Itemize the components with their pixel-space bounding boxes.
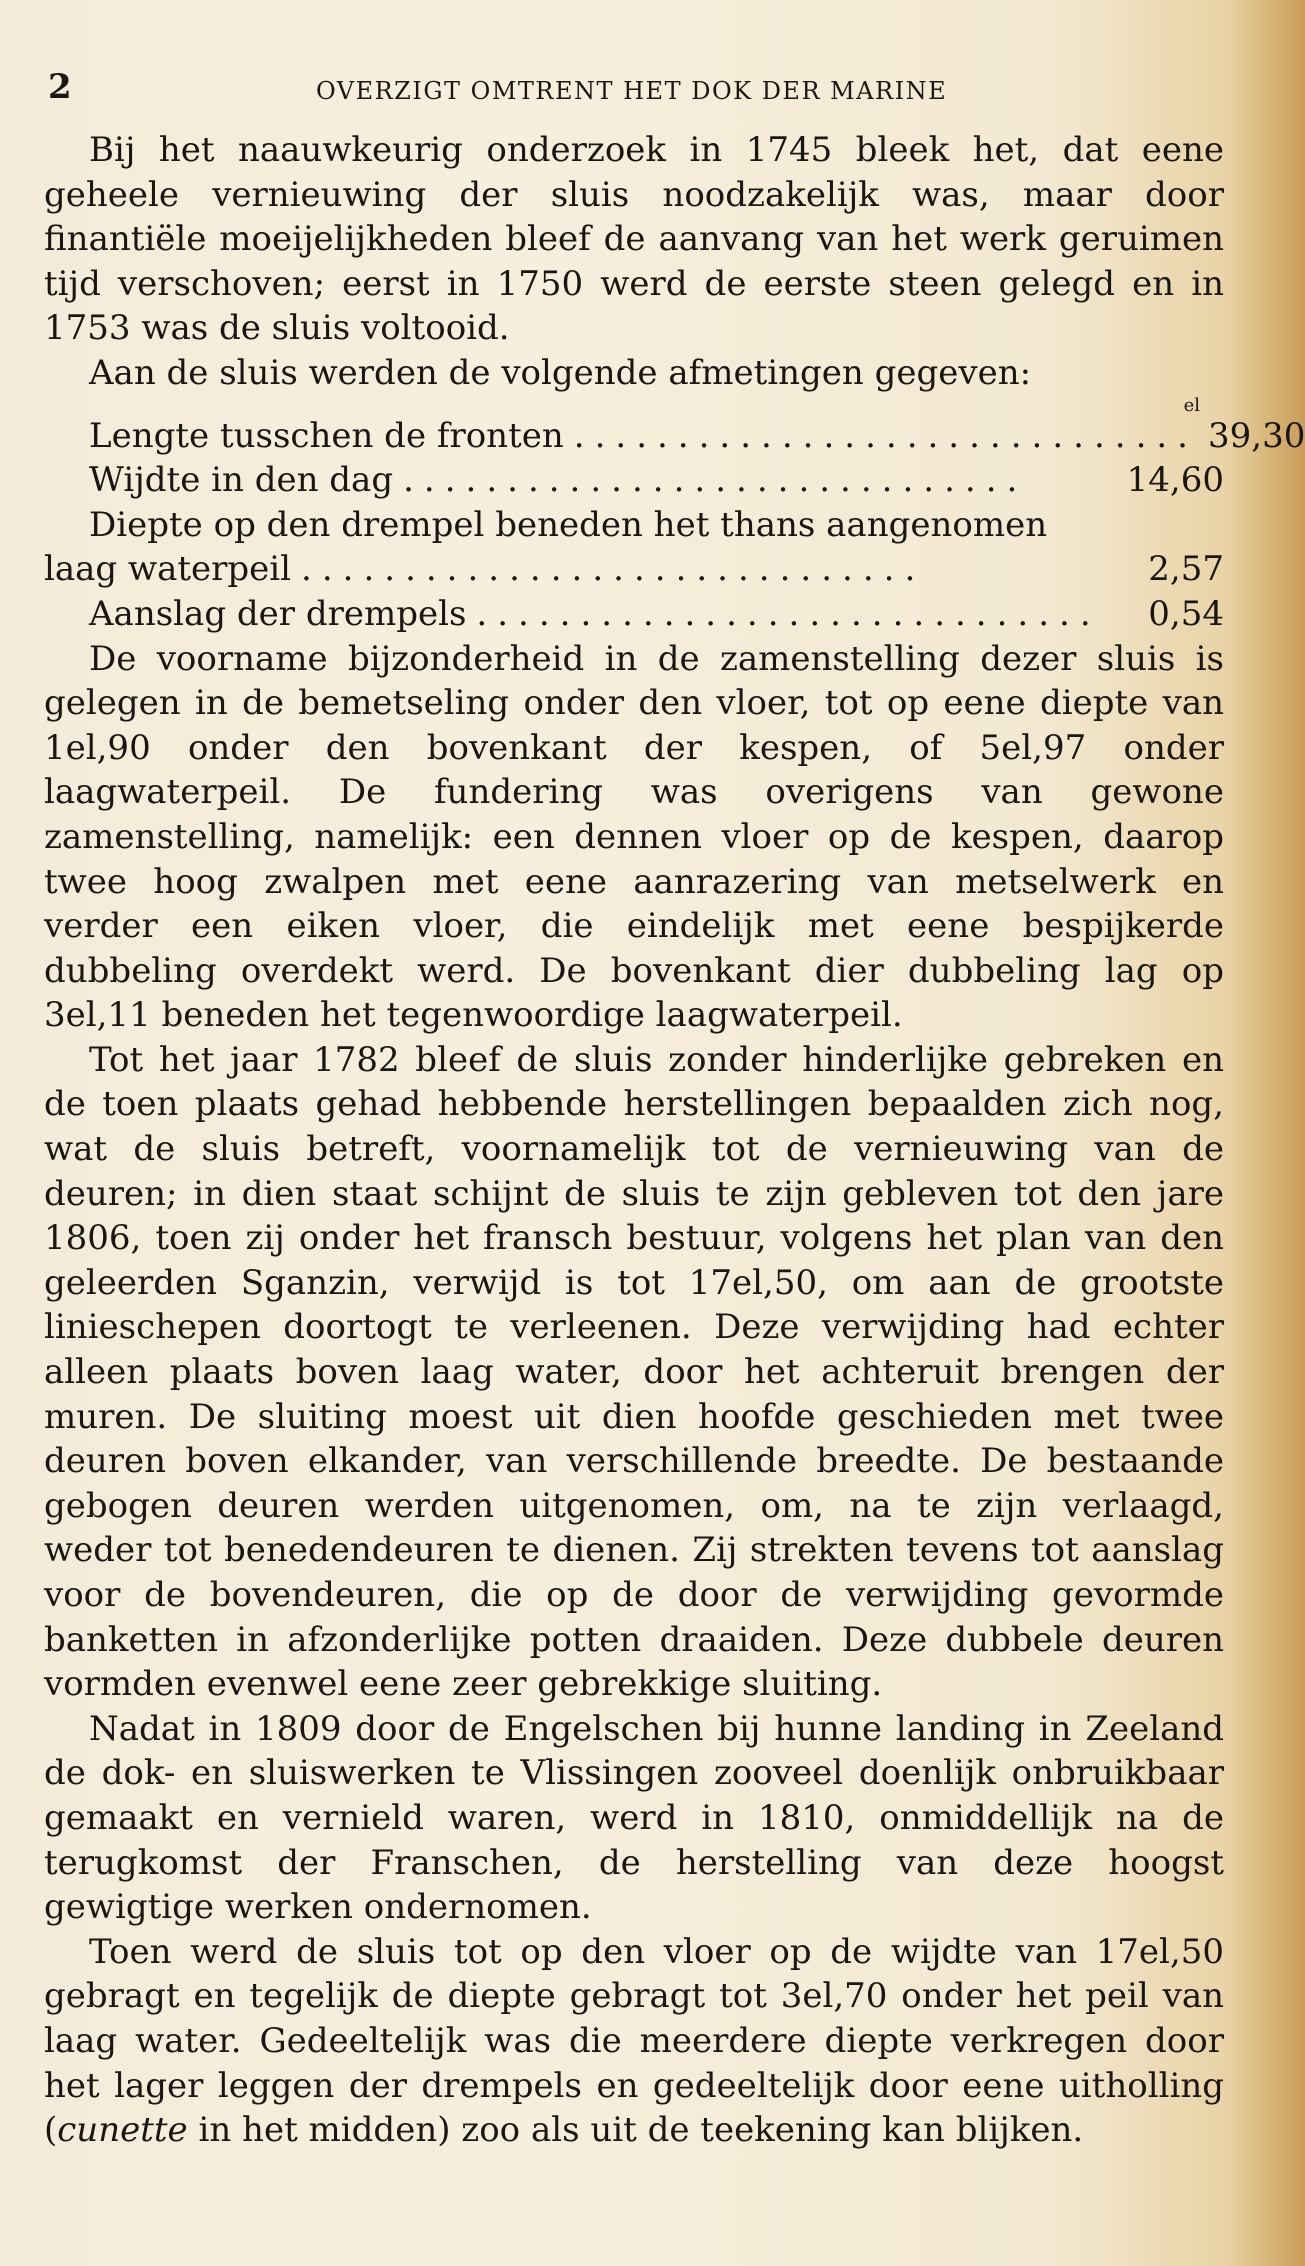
dimension-value: 2,57 — [1148, 549, 1224, 590]
leader-dots: .............................. — [476, 593, 1101, 634]
page-header — [48, 62, 1198, 112]
paragraph-2: Aan de sluis werden de volgende afmetingen gegeven: — [89, 352, 1032, 393]
paragraph-5: Nadat in 1809 door de Engelschen bij hunne landing in Zeeland de dok- en sluiswerken te Vlissingen zooveel doenlijk onbruikbaar gemaakt en vernield waren, werd in 1810, onmiddellijk na de terugkomst der Franschen, de herstelling van deze hoogst gewigtige werken ondernomen. — [44, 1708, 1224, 1928]
leader-dots: .............................. — [573, 415, 1198, 456]
leader-dots: .............................. — [301, 549, 926, 590]
dimension-value: 39,30 — [1208, 415, 1305, 456]
page-number: 2 — [48, 67, 72, 107]
dimension-label: Lengte tusschen de fronten — [89, 415, 564, 456]
dimension-label: Aanslag der drempels — [89, 593, 467, 634]
dimension-label: Diepte op den drempel beneden het thans aangenomen — [89, 504, 1048, 545]
running-title: OVERZIGT OMTRENT HET DOK DER MARINE — [316, 77, 948, 105]
dimension-row-3 — [44, 503, 1224, 592]
paragraph-6 — [44, 1930, 1224, 2153]
leader-dots: .............................. — [403, 460, 1028, 501]
dimension-row-1 — [44, 414, 1305, 459]
paragraph-6-end: in het midden) zoo als uit de teekening kan blijken. — [187, 2110, 1084, 2151]
paragraph-1: Bij het naauwkeurig onderzoek in 1745 bleek het, dat eene geheele vernieuwing der sluis noodzakelijk was, maar door finantiële moeijelijkheden bleef de aanvang van het werk geruimen tijd verschoven; eerst in 1750 werd de eerste steen gelegd en in 1753 was de sluis voltooid. — [44, 130, 1224, 349]
paragraph-3: De voorname bijzonderheid in de zamenstelling dezer sluis is gelegen in de bemetseling onder den vloer, tot op eene diepte van 1el,90 onder den bovenkant der kespen, of 5el,97 onder laagwaterpeil. De fundering was overigens van gewone zamenstelling, namelijk: een dennen vloer op de kespen, daarop twee hoog zwalpen met eene aanrazering van metselwerk en verder een eiken vloer, die eindelijk met eene bespijkerde dubbeling overdekt werd. De bovenkant dier dubbeling lag op 3el,11 beneden het tegenwoordige laagwaterpeil. — [44, 638, 1224, 1036]
dimension-value: 14,60 — [1126, 460, 1224, 501]
dimension-value: 0,54 — [1148, 593, 1224, 634]
dimension-label-continued: laag waterpeil — [44, 549, 292, 590]
paragraph-4: Tot het jaar 1782 bleef de sluis zonder hinderlijke gebreken en de toen plaats gehad hebbende herstellingen bepaalden zich nog, wat de sluis betreft, voornamelijk tot de vernieuwing van de deuren; in dien staat schijnt de sluis te zijn gebleven tot den jare 1806, toen zij onder het fransch bestuur, volgens het plan van den geleerden Sganzin, verwijd is tot 17el,50, om aan de grootste linieschepen doortogt te verleenen. Deze verwijding had echter alleen plaats boven laag water, door het achteruit brengen der muren. De sluiting moest uit dien hoofde geschieden met twee deuren boven elkander, van verschillende breedte. De bestaande gebogen deuren werden uitgenomen, om, na te zijn verlaagd, weder tot benedendeuren te dienen. Zij strekten tevens tot aanslag voor de bovendeuren, die op de door de verwijding gevormde banketten in afzonderlijke potten draaiden. Deze dubbele deuren vormden evenwel eene zeer gebrekkige sluiting. — [44, 1039, 1224, 1705]
dimension-label: Wijdte in den dag — [89, 460, 394, 501]
paragraph-6-text: Toen werd de sluis tot op den vloer op de wijdte van 17el,50 gebragt en tegelijk de diepte gebragt tot 3el,70 onder het peil van laag water. Gedeeltelijk was die meerdere diepte verkregen door het lager leggen der drempels en gedeeltelijk door eene uitholling ( — [44, 1931, 1224, 2151]
unit-label: el — [1183, 394, 1200, 416]
italic-term: cunette — [57, 2110, 188, 2151]
dimension-row-4 — [44, 592, 1224, 637]
dimension-row-2 — [44, 458, 1224, 503]
body-text — [44, 128, 1305, 2153]
